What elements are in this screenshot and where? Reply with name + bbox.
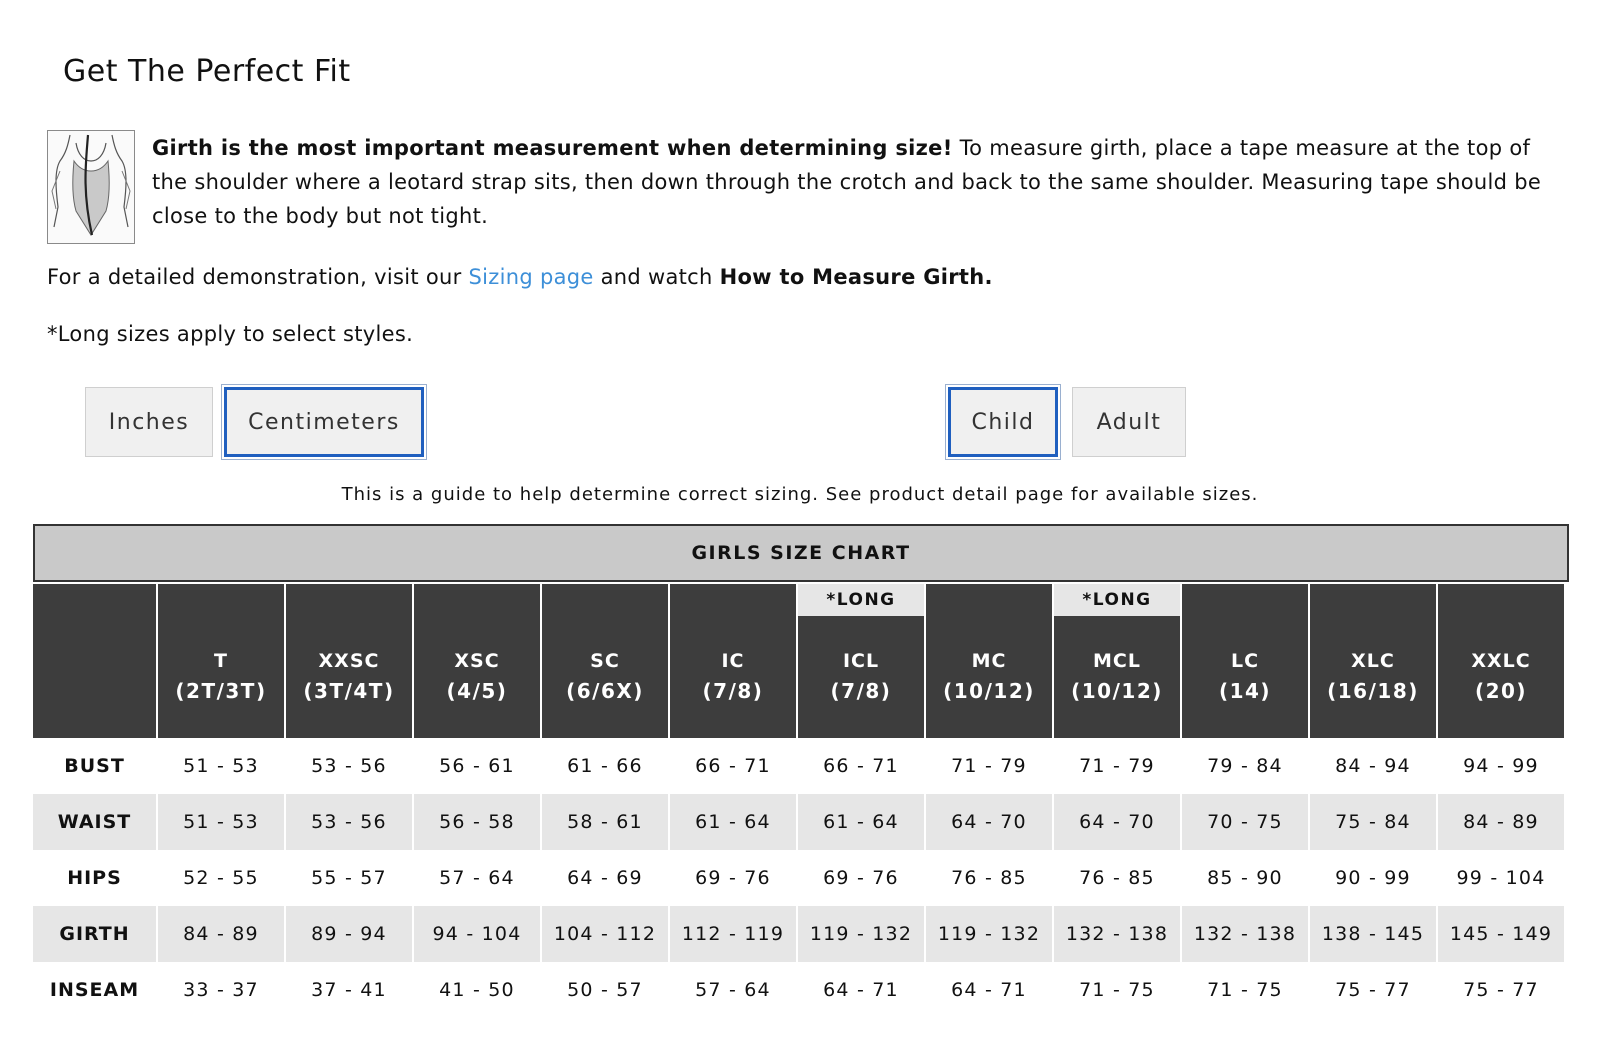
measurement-cell: 71 - 75 (1182, 962, 1310, 1018)
measurement-cell: 84 - 94 (1310, 738, 1438, 794)
measurement-cell: 76 - 85 (1054, 850, 1182, 906)
page-title: Get The Perfect Fit (63, 54, 351, 89)
measurement-cell: 64 - 69 (542, 850, 670, 906)
measurement-cell: 58 - 61 (542, 794, 670, 850)
size-header (286, 584, 414, 738)
size-equivalent: (3T/4T) (303, 679, 395, 703)
measurement-cell: 89 - 94 (286, 906, 414, 962)
measurement-cell: 41 - 50 (414, 962, 542, 1018)
measurement-cell: 75 - 77 (1310, 962, 1438, 1018)
measurement-cell: 132 - 138 (1054, 906, 1182, 962)
long-size-tag: *LONG (1054, 584, 1180, 616)
size-equivalent: (7/8) (702, 679, 764, 703)
sizing-guide-note: This is a guide to help determine correct sizing. See product detail page for available sizes. (341, 484, 1259, 505)
row-label: HIPS (33, 850, 158, 906)
measurement-cell: 70 - 75 (1182, 794, 1310, 850)
size-code: XXLC (1471, 650, 1531, 672)
size-equivalent: (7/8) (830, 679, 892, 703)
row-label: WAIST (33, 794, 158, 850)
size-code: IC (721, 650, 745, 672)
measurement-cell: 50 - 57 (542, 962, 670, 1018)
measurement-cell: 33 - 37 (158, 962, 286, 1018)
measurement-cell: 112 - 119 (670, 906, 798, 962)
measurement-cell: 64 - 70 (1054, 794, 1182, 850)
size-header (926, 584, 1054, 738)
measurement-cell: 75 - 84 (1310, 794, 1438, 850)
size-header (1182, 584, 1310, 738)
header-corner (33, 584, 158, 738)
child-button[interactable]: Child (948, 387, 1058, 457)
size-equivalent: (2T/3T) (175, 679, 267, 703)
long-sizes-note: *Long sizes apply to select styles. (47, 322, 414, 346)
measurement-cell: 69 - 76 (798, 850, 926, 906)
girth-body: To measure girth, place a tape measure at the top of the shoulder where a leotard strap sits, then down through the crotch and back to the same shoulder. Measuring tape should be close to the body but not tight. (152, 136, 1542, 228)
size-equivalent: (6/6X) (566, 679, 644, 703)
size-equivalent: (4/5) (446, 679, 508, 703)
size-header (1310, 584, 1438, 738)
size-equivalent: (16/18) (1327, 679, 1419, 703)
measurement-cell: 99 - 104 (1438, 850, 1566, 906)
measurement-cell: 84 - 89 (158, 906, 286, 962)
size-code: LC (1230, 650, 1260, 672)
size-equivalent: (10/12) (943, 679, 1035, 703)
measurement-cell: 69 - 76 (670, 850, 798, 906)
measurement-cell: 132 - 138 (1182, 906, 1310, 962)
measurement-cell: 61 - 64 (670, 794, 798, 850)
size-equivalent: (10/12) (1071, 679, 1163, 703)
demo-video-title: How to Measure Girth. (719, 265, 993, 289)
size-code: SC (590, 650, 620, 672)
measurement-cell: 76 - 85 (926, 850, 1054, 906)
size-code: XSC (454, 650, 500, 672)
measurement-cell: 85 - 90 (1182, 850, 1310, 906)
measurement-cell: 84 - 89 (1438, 794, 1566, 850)
measurement-cell: 52 - 55 (158, 850, 286, 906)
long-size-tag: *LONG (798, 584, 924, 616)
measurement-cell: 79 - 84 (1182, 738, 1310, 794)
measurement-cell: 75 - 77 (1438, 962, 1566, 1018)
measurement-cell: 51 - 53 (158, 794, 286, 850)
measurement-cell: 37 - 41 (286, 962, 414, 1018)
measurement-cell: 56 - 58 (414, 794, 542, 850)
size-header (1054, 584, 1182, 738)
size-header (670, 584, 798, 738)
measurement-cell: 64 - 71 (926, 962, 1054, 1018)
girth-illustration (47, 130, 135, 244)
measurement-cell: 119 - 132 (926, 906, 1054, 962)
measurement-cell: 55 - 57 (286, 850, 414, 906)
demo-prefix: For a detailed demonstration, visit our (47, 265, 469, 289)
demo-middle: and watch (593, 265, 720, 289)
row-label: BUST (33, 738, 158, 794)
measurement-cell: 53 - 56 (286, 738, 414, 794)
size-header (158, 584, 286, 738)
measurement-cell: 57 - 64 (670, 962, 798, 1018)
size-code: ICL (842, 650, 880, 672)
demo-line (47, 265, 993, 289)
size-code: MCL (1093, 650, 1141, 672)
measurement-cell: 94 - 104 (414, 906, 542, 962)
row-label: GIRTH (33, 906, 158, 962)
measurement-cell: 56 - 61 (414, 738, 542, 794)
measurement-cell: 71 - 79 (1054, 738, 1182, 794)
measurement-cell: 90 - 99 (1310, 850, 1438, 906)
measurement-cell: 61 - 64 (798, 794, 926, 850)
measurement-cell: 104 - 112 (542, 906, 670, 962)
measurement-cell: 61 - 66 (542, 738, 670, 794)
row-label: INSEAM (33, 962, 158, 1018)
size-header (1438, 584, 1566, 738)
size-equivalent: (20) (1474, 679, 1528, 703)
measurement-cell: 145 - 149 (1438, 906, 1566, 962)
measurement-cell: 66 - 71 (670, 738, 798, 794)
measurement-cell: 51 - 53 (158, 738, 286, 794)
measurement-cell: 66 - 71 (798, 738, 926, 794)
size-header (798, 584, 926, 738)
measurement-cell: 94 - 99 (1438, 738, 1566, 794)
measurement-cell: 71 - 79 (926, 738, 1054, 794)
centimeters-button[interactable]: Centimeters (224, 387, 424, 457)
size-chart-table (33, 584, 1569, 1018)
size-code: MC (971, 650, 1007, 672)
girth-instructions (152, 131, 1562, 233)
size-code: XLC (1351, 650, 1395, 672)
size-equivalent: (14) (1218, 679, 1272, 703)
chart-title: GIRLS SIZE CHART (33, 524, 1569, 582)
measurement-cell: 57 - 64 (414, 850, 542, 906)
measurement-cell: 119 - 132 (798, 906, 926, 962)
girth-headline: Girth is the most important measurement when determining size! (152, 136, 953, 160)
measurement-cell: 71 - 75 (1054, 962, 1182, 1018)
size-code: T (214, 650, 228, 672)
size-header (542, 584, 670, 738)
size-header (414, 584, 542, 738)
measurement-cell: 64 - 70 (926, 794, 1054, 850)
inches-button[interactable]: Inches (85, 387, 213, 457)
measurement-cell: 64 - 71 (798, 962, 926, 1018)
adult-button[interactable]: Adult (1072, 387, 1186, 457)
sizing-page-link[interactable]: Sizing page (468, 265, 594, 289)
measurement-cell: 138 - 145 (1310, 906, 1438, 962)
size-code: XXSC (318, 650, 380, 672)
measurement-cell: 53 - 56 (286, 794, 414, 850)
